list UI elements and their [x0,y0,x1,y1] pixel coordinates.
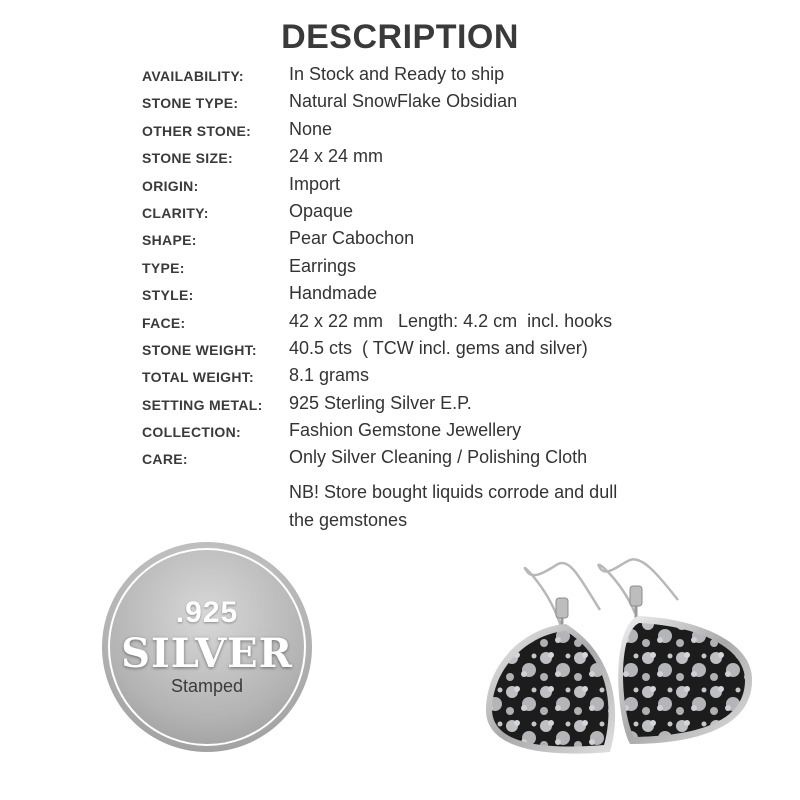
page-title: DESCRIPTION [281,18,519,56]
spec-label: AVAILABILITY: [142,68,244,84]
spec-value: In Stock and Ready to ship [289,64,505,84]
spec-label: SHAPE: [142,232,197,249]
spec-value: Opaque [289,200,354,221]
spec-label: STYLE: [142,287,194,304]
spec-label: FACE: [142,314,186,331]
spec-label: SETTING METAL: [142,396,263,413]
spec-value: 8.1 grams [289,365,370,386]
spec-label: TYPE: [142,259,185,276]
spec-value: Natural SnowFlake Obsidian [289,91,518,112]
badge-metal: SILVER [121,630,293,677]
spec-label: CARE: [142,451,188,468]
spec-value: Handmade [289,283,378,304]
spec-label: STONE SIZE: [142,150,233,167]
spec-row-stone-weight [142,336,782,363]
spec-value: 925 Sterling Silver E.P. [289,392,472,413]
spec-list [142,62,782,530]
spec-row-style [142,281,782,308]
spec-label: OTHER STONE: [142,122,252,139]
spec-value: Only Silver Cleaning / Polishing Cloth [289,447,588,468]
spec-row-shape [142,226,782,253]
spec-value: Earrings [289,255,357,276]
spec-row-face [142,309,782,336]
spec-row-origin [142,172,782,199]
spec-label: ORIGIN: [142,177,199,194]
spec-row-setting-metal [142,391,782,418]
care-note-line: NB! Store bought liquids corrode and dull [289,482,618,502]
spec-row-stone-size [142,144,782,171]
spec-label: STONE WEIGHT: [142,341,257,358]
spec-value: 42 x 22 mm Length: 4.2 cm incl. hooks [289,310,613,331]
spec-label: CLARITY: [142,204,209,221]
badge-note: Stamped [170,676,244,696]
spec-value: Pear Cabochon [289,228,415,249]
spec-row-total-weight [142,363,782,390]
spec-label: TOTAL WEIGHT: [142,369,255,386]
spec-value: None [289,118,333,139]
spec-row-availability [142,62,782,89]
spec-value: Import [289,173,341,194]
spec-row-clarity [142,199,782,226]
earrings-product-image [470,548,770,768]
spec-value: Fashion Gemstone Jewellery [289,420,522,441]
spec-row-stone-type [142,89,782,116]
spec-value: 40.5 cts ( TCW incl. gems and silver) [289,337,588,358]
spec-label: COLLECTION: [142,424,241,441]
badge-purity: .925 [175,596,239,629]
spec-row-care [142,445,782,472]
care-note-line: the gemstones [289,510,408,530]
spec-row-type [142,254,782,281]
spec-row-collection [142,418,782,445]
spec-row-other-stone [142,117,782,144]
spec-value: 24 x 24 mm [289,146,384,167]
spec-label: STONE TYPE: [142,95,239,112]
